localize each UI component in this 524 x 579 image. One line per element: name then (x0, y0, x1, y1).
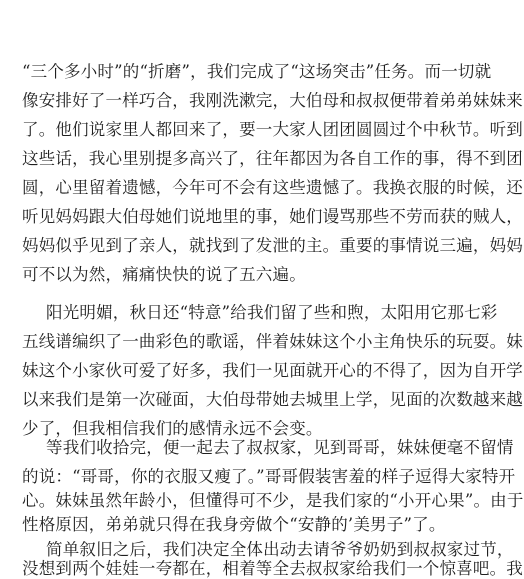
paragraph-2-line-5: 少了，但我相信我们的感情永远不会变。 (22, 419, 323, 438)
paragraph-3-line-3: 心。妹妹虽然年龄小，但懂得可不少，是我们家的“小开心果”。由于 (22, 491, 524, 510)
paragraph-1-line-2: 像安排好了一样巧合，我刚洗漱完，大伯母和叔叔便带着弟弟妹妹来 (22, 91, 523, 110)
paragraph-3-line-1: 等我们收拾完，便一起去了叔叔家，见到哥哥，妹妹便毫不留情 (46, 438, 514, 457)
paragraph-4-line-1: 简单叙旧之后，我们决定全体出动去请爷爷奶奶到叔叔家过节， (46, 540, 514, 559)
paragraph-3-line-2: 的说：“哥哥，你的衣服又瘦了。”哥哥假装害羞的样子逗得大家特开 (22, 467, 516, 486)
paragraph-1-line-6: 听见妈妈跟大伯母她们说地里的事，她们谩骂那些不劳而获的贼人， (22, 207, 523, 226)
paragraph-2-line-1: 阳光明媚，秋日还“特意”给我们留了些和煦，太阳用它那七彩 (46, 303, 498, 322)
paragraph-3-line-4: 性格原因，弟弟就只得在我身旁做个“安静的’美男子”了。 (22, 515, 446, 534)
paragraph-4-line-2: 没想到两个娃娃一夸都在，相着等全去叔叔家给我们一个惊喜吧。我 (22, 559, 523, 578)
paragraph-1-line-5: 圆，心里留着遗憾，今年可不会有这些遗憾了。我换衣服的时候，还 (22, 178, 523, 197)
paragraph-1-line-7: 妈妈似乎见到了亲人，就找到了发泄的主。重要的事情说三遍，妈妈 (22, 236, 523, 255)
paragraph-1-line-1: “三个多小时”的“折磨”，我们完成了“这场突击”任务。而一切就 (22, 62, 492, 81)
paragraph-1-line-4: 这些话，我心里别提多高兴了，往年都因为各自工作的事，得不到团 (22, 149, 523, 168)
paragraph-2-line-3: 妹这个小家伙可爱了好多，我们一见面就开心的不得了，因为自开学 (22, 361, 523, 380)
paragraph-2-line-2: 五线谱编织了一曲彩色的歌谣，伴着妹妹这个小主角快乐的玩耍。妹 (22, 332, 523, 351)
paragraph-1-line-3: 了。他们说家里人都回来了，要一大家人团团圆圆过个中秋节。听到 (22, 120, 523, 139)
paragraph-1-line-8: 可不以为然，痛痛快快的说了五六遍。 (22, 265, 306, 284)
paragraph-2-line-4: 以来我们是第一次碰面，大伯母带她去城里上学，见面的次数越来越 (22, 390, 523, 409)
